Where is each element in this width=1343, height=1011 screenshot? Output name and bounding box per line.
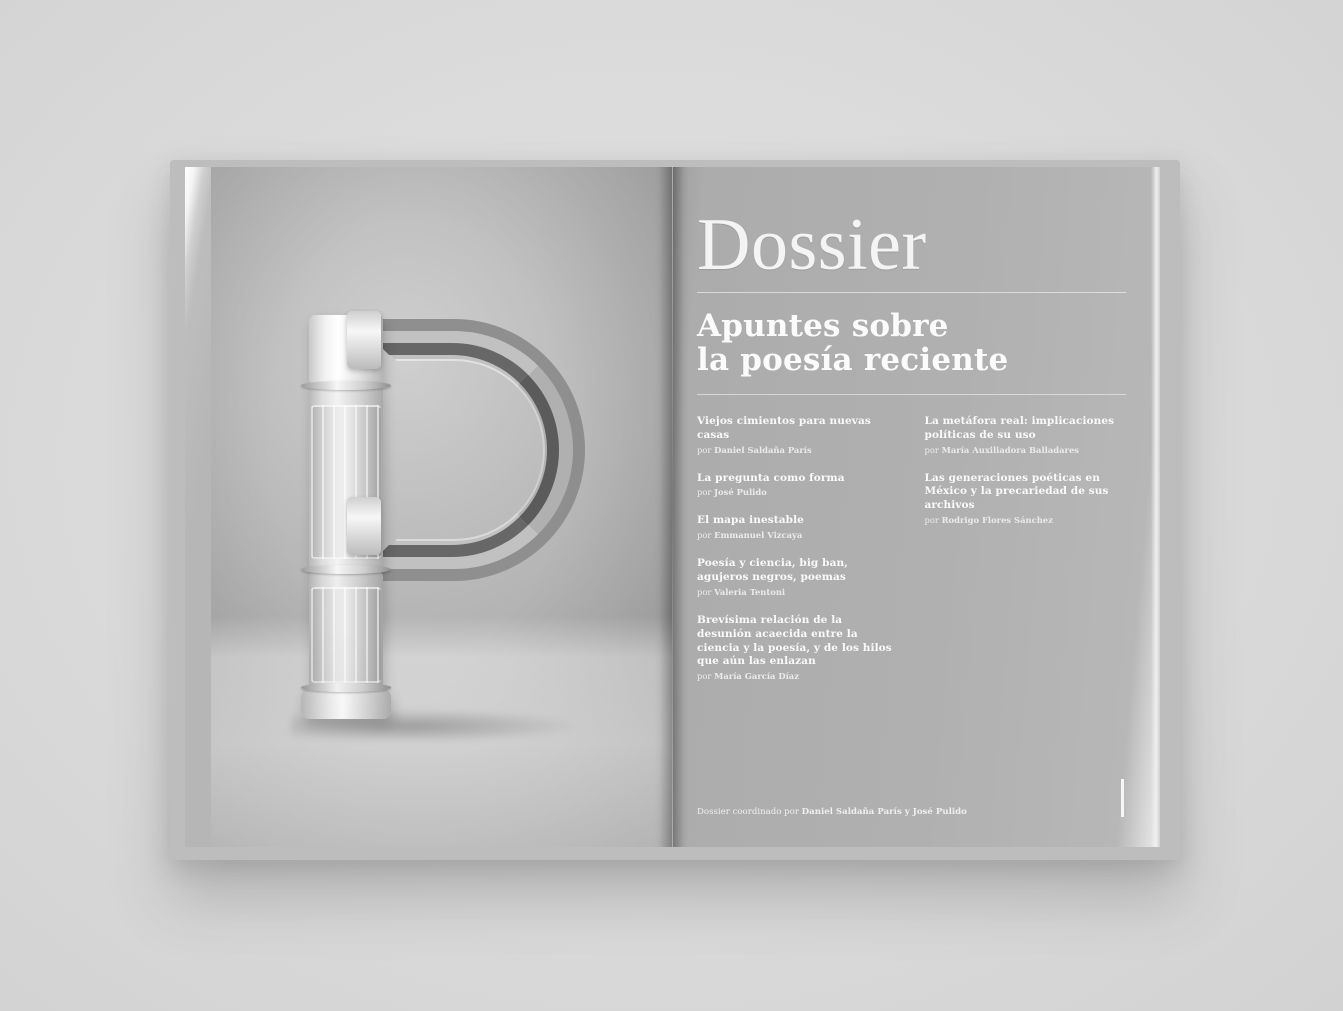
toc-entry-title: Poesía y ciencia, big ban, agujeros negros, poemas [697, 557, 848, 584]
author-name: José Pulido [714, 487, 767, 498]
author-name: María García Díaz [714, 671, 799, 682]
credit-names: Daniel Saldaña París y José Pulido [801, 807, 967, 817]
author-name: Valeria Tentoni [714, 586, 786, 597]
by-label: por [697, 530, 712, 541]
toc-entry-title: El mapa inestable [697, 514, 804, 527]
toc-entry-title: La metáfora real: implicaciones políticas de su uso [924, 414, 1115, 441]
divider-bottom [697, 394, 1126, 395]
folio-mark [1121, 779, 1124, 817]
toc-entry[interactable] [697, 472, 899, 499]
toc-entry-author [697, 530, 899, 541]
toc-entry[interactable] [697, 614, 899, 682]
left-page [185, 167, 672, 847]
toc-entry-author [697, 587, 899, 598]
dossier-credit [697, 807, 967, 817]
toc-entry-title: Brevísima relación de la desunión acaecida entre la ciencia y la poesía, y de los hilos que aún las enlazan [697, 613, 892, 668]
by-label: por [697, 487, 712, 498]
page-footer [697, 779, 1126, 817]
toc-entry-title: La pregunta como forma [697, 471, 845, 484]
by-label: por [697, 671, 712, 682]
toc-column-right [925, 415, 1127, 698]
photo-vignette [211, 167, 672, 847]
right-page [673, 167, 1160, 847]
toc-entry[interactable] [925, 472, 1127, 527]
by-label: por [697, 444, 712, 455]
toc-entry-author [697, 487, 899, 498]
author-name: Rodrigo Flores Sánchez [941, 515, 1053, 526]
divider-top [697, 292, 1126, 293]
by-label: por [924, 515, 939, 526]
toc-entry[interactable] [697, 514, 899, 541]
table-of-contents [697, 415, 1126, 698]
right-page-content [697, 191, 1126, 825]
by-label: por [924, 444, 939, 455]
toc-column-left [697, 415, 899, 698]
toc-entry[interactable] [697, 415, 899, 456]
toc-entry-author [925, 445, 1127, 456]
by-label: por [697, 586, 712, 597]
subtitle-line-2: la poesía reciente [697, 342, 1009, 379]
toc-entry[interactable] [697, 557, 899, 598]
toc-entry-author [697, 671, 899, 682]
credit-prefix: Dossier coordinado por [697, 807, 802, 817]
right-page-gutter-shading [673, 167, 689, 847]
left-page-photo [211, 167, 672, 847]
toc-entry-title: Las generaciones poéticas en México y la precariedad de sus archivos [924, 471, 1109, 512]
dossier-subtitle [697, 309, 1126, 378]
author-name: Emmanuel Vizcaya [714, 530, 803, 541]
toc-entry-title: Viejos cimientos para nuevas casas [697, 414, 871, 441]
author-name: Daniel Saldaña París [714, 444, 812, 455]
right-page-edge [1151, 167, 1160, 847]
magazine-spread [185, 167, 1160, 847]
toc-entry[interactable] [925, 415, 1127, 456]
toc-entry-author [925, 515, 1127, 526]
toc-entry-author [697, 445, 899, 456]
subtitle-line-1: Apuntes sobre [697, 307, 949, 344]
author-name: María Auxiliadora Balladares [941, 444, 1080, 455]
section-title: Dossier [697, 204, 927, 286]
